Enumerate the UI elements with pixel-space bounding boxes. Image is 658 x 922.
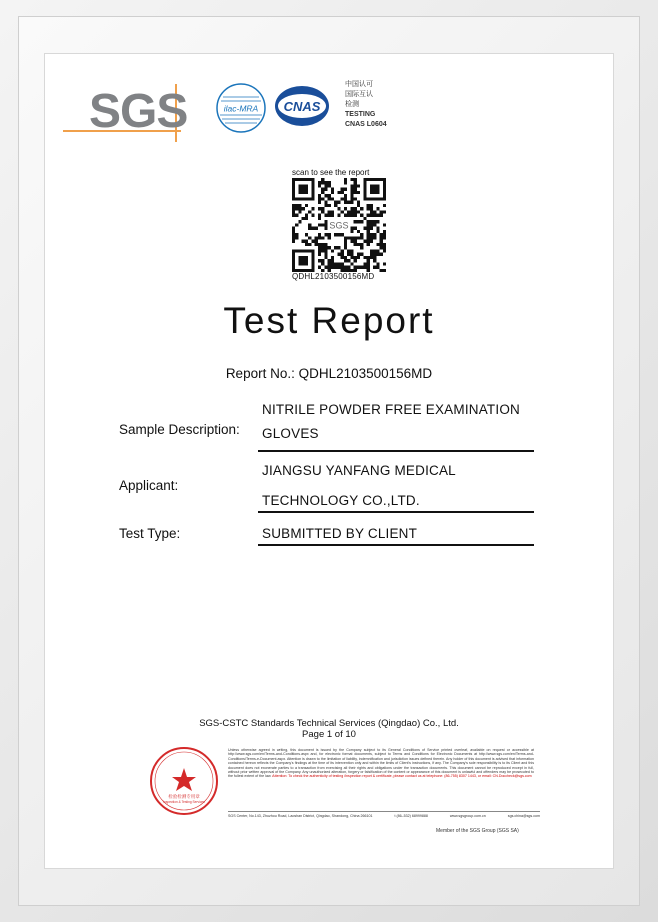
applicant-rule <box>258 511 534 513</box>
authenticity-notice[interactable]: Attention: To check the authenticity of testing /inspection report & certificate, please contact us at telephone: (86-755) 8307 1443, or email: CN.Doccheck@sgs.com <box>272 774 532 779</box>
cnas-line-2: 国际互认 <box>345 91 373 98</box>
cnas-logo <box>273 84 331 128</box>
sample-description-rule <box>258 450 534 452</box>
sample-description-label: Sample Description: <box>119 422 240 437</box>
cnas-line-3: 检测 <box>345 101 359 108</box>
stamp-text-cn: 检验检测专用章 <box>168 795 200 800</box>
qr-caption: scan to see the report <box>292 168 370 177</box>
report-number: Report No.: QDHL2103500156MD <box>225 366 433 381</box>
cnas-line-1: 中国认可 <box>345 81 373 88</box>
applicant-line-2: TECHNOLOGY CO.,LTD. <box>262 493 420 508</box>
cnas-line-4: TESTING <box>345 111 376 118</box>
terms-text: Unless otherwise agreed in writing, this document is issued by the Company subject to its General Conditions of Service printed overleaf, available on request or accessible at http://www.sgs.com/en/Terms-and-Conditions.aspx and, for electronic format documents, subject to Terms and Conditions for Electronic Documents at http://www.sgs.com/en/Terms-and-Conditions/Terms-e-Document.aspx. Attention is drawn to the limitation of liability, indemnification and jurisdiction issues defined therein. Any holder of this document is advised that information contained hereon reflects the Company's findings at the time of its intervention only and within the limits of Client's instructions, if any. The Company's sole responsibility is to its Client and this document does not exonerate parties to a transaction from exercising all their rights and obligations under the transaction documents. This document cannot be reproduced except in full, without prior written approval of the Company. Any unauthorized alteration, forgery or falsification of the content or appearance of this document is unlawful and offenders may be prosecuted to the fullest extent of the law. <box>228 748 534 779</box>
cnas-accreditation-text <box>345 80 387 130</box>
footer-website[interactable]: www.sgsgroup.com.cn <box>449 814 486 818</box>
page-number: Page 1 of 10 <box>302 729 356 740</box>
qr-center-text: SGS <box>329 220 349 231</box>
sample-description-line-2: GLOVES <box>262 426 319 441</box>
official-stamp <box>149 746 219 816</box>
footer-contact <box>228 814 540 818</box>
stamp-star-icon <box>172 768 196 791</box>
qr-code[interactable] <box>292 178 386 272</box>
certificate-page <box>45 54 613 868</box>
footer-email[interactable]: sgs.china@sgs.com <box>507 814 540 818</box>
cnas-line-5: CNAS L0604 <box>345 121 387 128</box>
footer-phone: t (86–532) 68999888 <box>394 814 428 818</box>
footer-address: SGS Center, No.143, Zhuzhou Road, Laoshan District, Qingdao, Shandong, China 266101 <box>228 814 373 818</box>
sgs-logo <box>89 85 188 138</box>
applicant-label: Applicant: <box>119 478 179 493</box>
ilac-text: ilac-MRA <box>223 103 259 114</box>
ilac-mra-logo <box>215 82 267 134</box>
stamp-text-en: Inspection & Testing Services <box>163 800 205 804</box>
sample-description-line-1: NITRILE POWDER FREE EXAMINATION <box>262 402 520 417</box>
sgs-member-note: Member of the SGS Group (SGS SA) <box>436 828 519 834</box>
test-type-value: SUBMITTED BY CLIENT <box>262 526 418 541</box>
cnas-text: CNAS <box>283 99 321 114</box>
test-type-label: Test Type: <box>119 526 181 541</box>
sgs-logo-text: SGS <box>89 85 188 138</box>
page-title: Test Report <box>223 300 435 341</box>
issuing-company: SGS-CSTC Standards Technical Services (Qingdao) Co., Ltd. <box>199 718 459 729</box>
applicant-line-1: JIANGSU YANFANG MEDICAL <box>262 463 456 478</box>
footer-divider <box>228 811 540 812</box>
test-type-rule <box>258 544 534 546</box>
qr-report-code: QDHL2103500156MD <box>292 272 375 281</box>
terms-fineprint <box>228 748 534 779</box>
